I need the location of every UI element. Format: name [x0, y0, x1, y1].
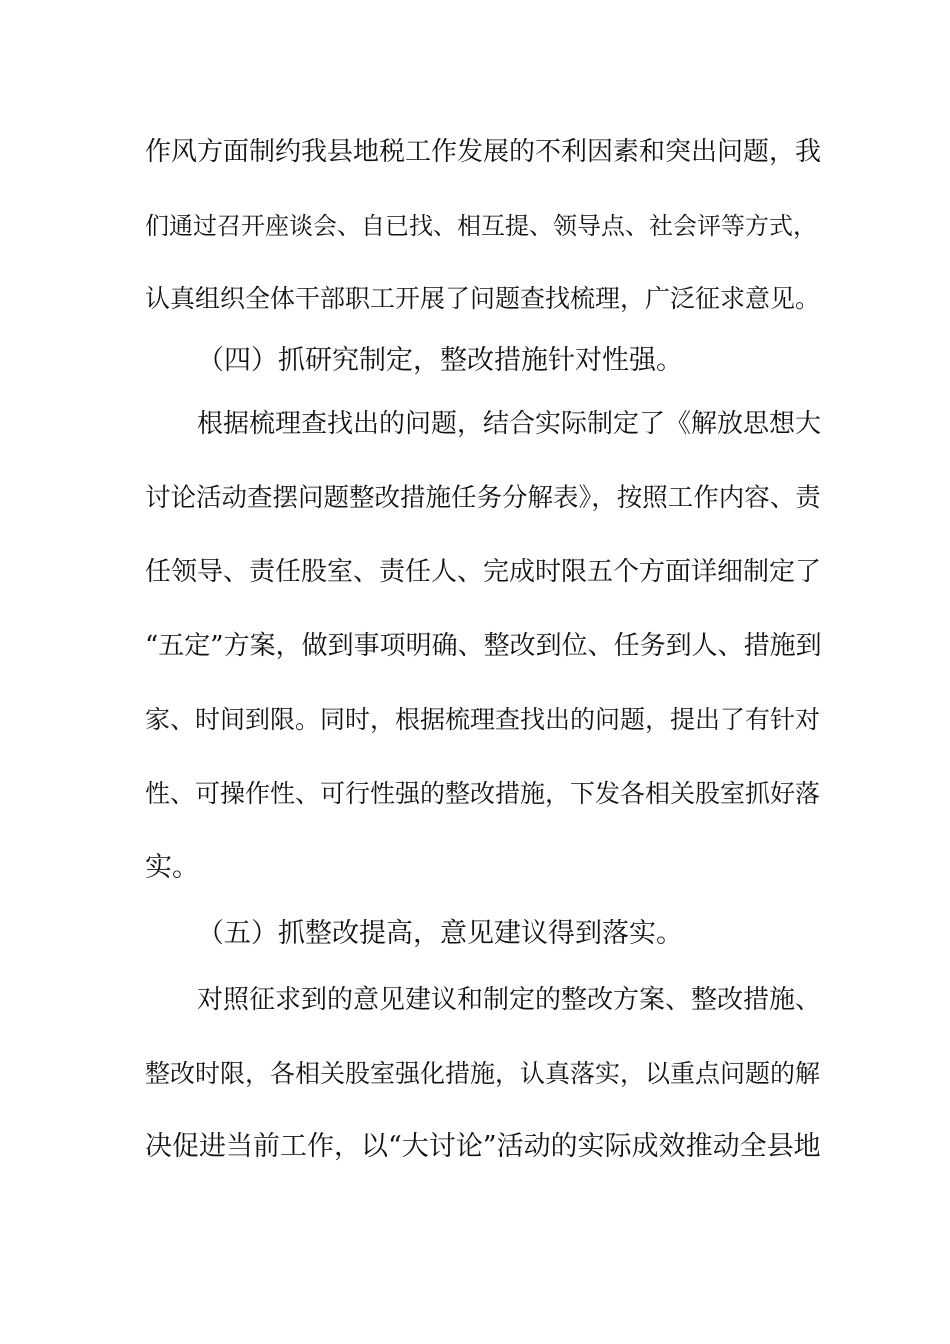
- text-line: 整改时限，各相关股室强化措施，认真落实，以重点问题的解: [145, 1059, 821, 1088]
- text-line: “五定”方案，做到事项明确、整改到位、任务到人、措施到: [145, 631, 822, 661]
- text-line: 作风方面制约我县地税工作发展的不利因素和突出问题，我: [145, 137, 822, 167]
- text-line: 性、可操作性、可行性强的整改措施，下发各相关股室抓好落: [145, 779, 821, 808]
- text-line: 根据梳理查找出的问题，结合实际制定了《解放思想大: [197, 409, 822, 439]
- text-line: 们通过召开座谈会、自已找、相互提、领导点、社会评等方式，: [145, 212, 817, 240]
- text-line: 任领导、责任股室、责任人、完成时限五个方面详细制定了: [145, 557, 822, 587]
- text-line: 认真组织全体干部职工开展了问题查找梳理，广泛征求意见。: [145, 284, 821, 313]
- text-line: 对照征求到的意见建议和制定的整改方案、整改措施、: [197, 985, 822, 1015]
- text-line: 讨论活动查摆问题整改措施任务分解表》，按照工作内容、责: [145, 483, 821, 513]
- section-heading-five: （五）抓整改提高，意见建议得到落实。: [197, 918, 683, 949]
- section-heading-four: （四）抓研究制定，整改措施针对性强。: [197, 345, 683, 376]
- text-line: 实。: [145, 852, 199, 883]
- text-line: 家、时间到限。同时，根据梳理查找出的问题，提出了有针对: [145, 705, 821, 734]
- text-line: 决促进当前工作，以“大讨论”活动的实际成效推动全县地: [145, 1131, 821, 1162]
